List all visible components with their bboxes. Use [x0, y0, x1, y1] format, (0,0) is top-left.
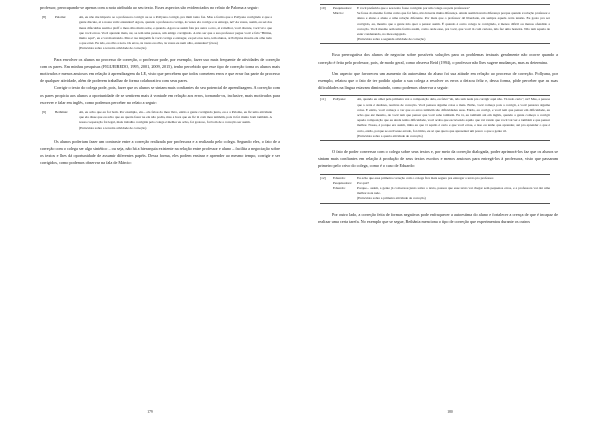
example-speaker: Eduardo:: [333, 175, 346, 180]
example-12: [320, 174, 550, 204]
example-number: [10]: [320, 6, 326, 10]
example-number: [9]: [42, 110, 46, 115]
example-speaker: Pollyana:: [333, 97, 346, 102]
example-text: Porque... assim, a gente já conversou junto sobre o texto, passou que esse texto vai chegar sem pequenos erros, e a professora vai dar uma melhor nota nele.: [357, 186, 550, 196]
example-source: (Entrevista sobre a terceira atividade de correção): [79, 125, 147, 130]
right-page: [300, 0, 600, 424]
body-paragraph: Corrigir o texto do colega pode, pois, fazer que os alunos se sintam mais confiantes do seu potencial de aprendizagem. A correção com os pares propicia aos alunos a oportunidade de se sentirem mais à vontade em relação aos erros, tornando-os, inclusive, mais motivados para escrever e falar em inglês, como podemos perceber no relato a seguir:: [40, 85, 280, 105]
example-10: [320, 4, 550, 44]
example-text: Se fosse do mesmo forma como que foi feita, não haveria muita diferença. Ainda assim haveria diferença porque quando é relação professor e aluno e aluno e aluno e uma relação diferente. Por mais que o professor dê liberdade, ela sempre aquela certa tensão. Eu gosto pra ser corrigido, eu, mesmo que a gente não quer a pensar assim. É quando é outro colega te corrigindo, é menos difícil ou menos ofendido a correção. Você mesmo sem uma forma assim, como onde esse, pra você, que você tá com certeza, não fez uma besteira. Não tem aquela de estar condenando, no meu engajado.: [357, 11, 550, 37]
example-8: [42, 15, 272, 51]
example-speaker: Pesquisadora:: [333, 180, 352, 185]
body-paragraph: O fato de poder conversar com o colega sobre seus textos e, por meio da correção dialogada, poder aprimorá-los faz que os alunos se sintam mais confiantes em relação à produção de seus textos escritos e menos ansiosos para entregá-los à professora, visto que passaram primeiro pelo crivo do colega, como é o caso de Eduardo:: [318, 149, 558, 169]
body-paragraph: Os alunos poderiam fazer um contraste entre a correção realizada por professora e a realizada pelo colega. Segundo eles, o fato de a correção com o colega ser algo sintético – ou seja, não há a hierarquia existente na relação entre professor e aluno – facilita a negociação sobre os textos e lhes dá oportunidade de assumir diferentes papéis. Dessa forma, eles podem ensinar e aprender ao mesmo tempo, corrigir e ser corrigidos, como podemos observar na fala de Márcio:: [40, 138, 280, 166]
example-source: (Entrevista sobre a segunda atividade de correção): [357, 37, 426, 42]
page-number: 179: [147, 410, 153, 414]
example-text: Ah, eu acho que eu foi bom. Por exemplo, ela... ela falou do meu livro, então a gente corrigindo junto, eu e a Paloma, eu fiz uma atividade que ela disse que eu acho que eu queria fazer ne ela não podia, mas a hora que eu fiz lá com meu também, pois tá foi muito bom também. A nossa cooperação foi legal, mais trabalho corrigida pelo colega é melhor eu acho, foi gostoso, foi bom de a correção ser assim.: [79, 110, 272, 125]
example-text: Eu acho que essa primeira correção com o colega fica mais seguro pra entregar o texto pro professor.: [357, 175, 494, 180]
example-speaker: Paloma:: [55, 15, 67, 20]
example-number: [11]: [320, 97, 326, 102]
body-paragraph: Um aspecto que favoreceu um aumento da autoestima do aluno foi sua atitude em relação ao processo de correção. Pollyana, por exemplo, relatou que o fato de ter podido ajudar a sua colega a resolver os erros a deixou feliz e, dessa forma, pôde perceber que as suas dificuldades na língua estavam diminuindo, como podemos observar a seguir:: [318, 70, 558, 91]
example-text: Ah, eu não me importo se a professora corrigir ou se a Pollyana corrigir, pra mim tanto faz. Mas a forma que a Pollyana corrigindo é que a gente discute, aí a nossa vem: entendeu? Agora, quando a professora corrige, às vezes ela corrige e te entrega, né? As vezes, assim, eu sei dos meus difaculdas assim e ploff o meu olho muito sobe, e quando. Agora se assim fala pra outra o erro, aí é melhor, você discute, você vê o que que você errou. Você aprende mais, né, se tem uma pessoa, um amigo corrigindo. A não ser que a sua professor pegue você e fala "Bittina, muito aqui", eu e vai mostrando. Mas é raa ninguém fe você corrige e entregar, eu pel etos nota, tem alunos, aí Pollyana mostra ela olha tudo o que errei. Eu não, eu olho a nota. Os erros, às vezes eu olho, às vezes eu nem olho, entendeu? (risos): [79, 15, 272, 46]
example-11: [320, 95, 550, 141]
intro-paragraph: professor, preocupando-se apenas com a nota atribuída ao seu texto. Esses aspectos são evidenciados no relato de Paloma a seguir:: [40, 5, 259, 10]
example-text: Por quê?: [357, 180, 369, 185]
example-speaker: Pesquisadora:: [333, 6, 352, 10]
example-text: Ah, quando eu olhei pela primeira vez a composição dela, eu falei "ah, não tem nada pra corrigir aqui não. Tá tudo certo", né? Mas, a pessoa que a certa é deslizes, reativas de correção. Você pensou alguma coisa a mais. Então, você começa pois a corrigir, e você pensava alguma coisa. E então, você começa a ver que os erros também são dificuldades suas. Então, eu corrigi, e você tem que pensar em dificuldade, eu acho que até mesmo, de você tem que pensar que você sabe também. Eu tá, eu também até em inglês, quando a gente começa a corrigir aquela composição que eu ainda tenho dificuldade, você acaba que escrevendo aquilo que vai vendo que você vai ver e também e que pensar melhor. Nossa, é porque era assim, tinha eu que vi aquilo é certo e que você errou, e isso eu tenho que aprender, até pra aprender o que é certo, então, porque se eu tivesse errado, foi ótimo, eu só que quero que apresentei um pouco o que a gente vê.: [357, 97, 550, 133]
example-9: [42, 110, 272, 131]
example-text: E você preferiria que o seu texto fosse corrigido por um colega ou pela professora?: [357, 6, 470, 10]
example-speaker: Eduardo:: [333, 186, 346, 191]
example-speaker: Márcio:: [333, 11, 344, 16]
body-paragraph: Para envolver os alunos no processo de correção, o professor pode, por exemplo, fazer uso mais frequente de atividades de correção com os pares. Em minhas pesquisas (FIGUEIREDO, 1995, 2001, 2009, 2015), tenho percebido que esse tipo de correção torna os alunos mais motivados e menos ansiosos em relação à aprendizagem da LE, visto que percebem que todos cometem erros e que errar faz parte do processo de qualquer atividade, além de poderem trabalhar de forma colaborativa com seus pares.: [40, 56, 280, 84]
example-source: (Entrevista sobre a primeira atividade de correção): [357, 196, 426, 201]
page-number: 180: [447, 410, 453, 414]
body-paragraph: Por outro lado, a correção feita de formas negativas pode enfraquecer a autoestima do aluno e fortalecer a crença de que é incapaz de realizar uma certa tarefa. No exemplo que se segue, Bethânia menciona o tipo de correção que experimentou durante os outros: [318, 211, 558, 224]
example-source: (Entrevista sobre a quarta atividade de correção): [357, 133, 423, 138]
example-speaker: Bethânia:: [55, 110, 68, 115]
body-paragraph: Essa prerrogativa dos alunos de negociar sobre possíveis soluções para os problemas textuais geralmente não ocorre quando a correção é feita pelo professor, pois, de modo geral, como observa Reid (1994), o professor não lhes sugere mudanças, mas as determina.: [318, 52, 558, 65]
example-source: (Entrevista sobre a terceira atividade de correção): [79, 46, 147, 51]
example-number: [8]: [42, 15, 46, 20]
example-number: [12]: [320, 175, 326, 180]
